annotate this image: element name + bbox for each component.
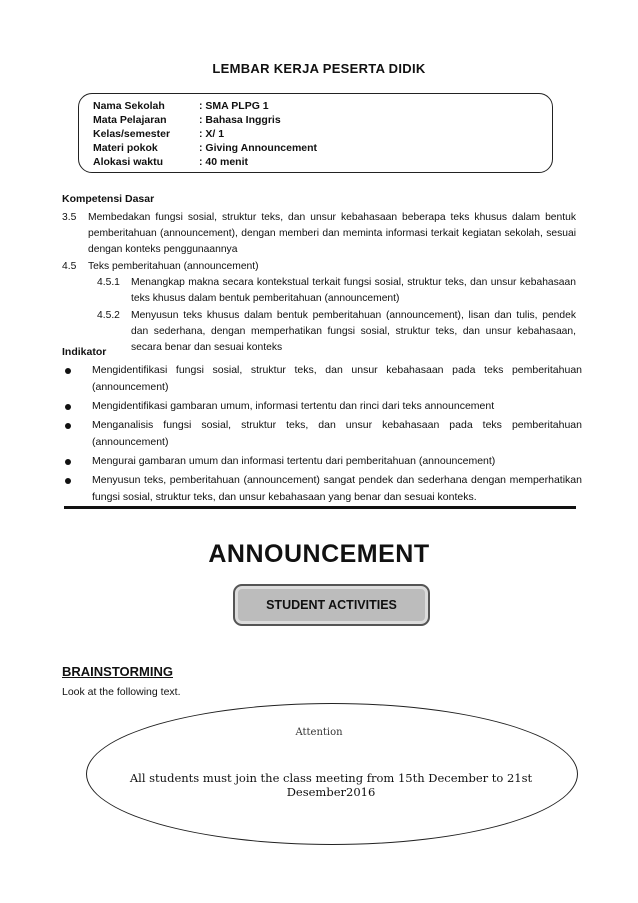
list-item (62, 362, 582, 396)
indikator-text: Mengurai gambaran umum dan informasi tertentu dari pemberitahuan (announcement) (92, 455, 496, 467)
kd-number: 4.5 (62, 261, 77, 272)
brainstorming-heading: BRAINSTORMING (62, 664, 173, 679)
info-label: Alokasi waktu (93, 156, 164, 168)
info-value: : Bahasa Inggris (199, 114, 281, 126)
info-label: Materi pokok (93, 142, 158, 154)
announcement-text: All students must join the class meeting from 15th December to 21st Desember2016 (129, 771, 533, 799)
info-label: Nama Sekolah (93, 100, 165, 112)
section-title: ANNOUNCEMENT (208, 540, 430, 568)
student-activities-label: STUDENT ACTIVITIES (266, 598, 397, 612)
document-title: LEMBAR KERJA PESERTA DIDIK (212, 61, 426, 76)
kd-4-5 (62, 259, 576, 275)
kompetensi-heading: Kompetensi Dasar (62, 193, 155, 205)
section-divider (64, 506, 576, 509)
bullet-icon (65, 478, 71, 484)
kd-4-5-1 (97, 275, 576, 307)
attention-label: Attention (295, 727, 343, 738)
kd-text: Menyusun teks khusus dalam bentuk pemberitahuan (announcement), lisan dan tulis, pendek dan sederhana, dengan memperhatikan fungsi sosial, struktur teks, dan unsur kebahasaan, secara benar dan sesuai konteks (131, 310, 576, 353)
indikator-text: Menyusun teks, pemberitahuan (announcement) sangat pendek dan sederhana dengan memperhatikan fungsi sosial, struktur teks, dan unsur kebahasaan yang benar dan sesuai konteks. (92, 474, 582, 503)
kd-text: Teks pemberitahuan (announcement) (88, 261, 259, 272)
list-item (62, 453, 582, 470)
info-value: : Giving Announcement (199, 142, 318, 154)
bullet-icon (65, 404, 71, 410)
bullet-icon (65, 368, 71, 374)
indikator-list (62, 362, 582, 508)
info-value: : X/ 1 (199, 128, 225, 140)
info-value: : SMA PLPG 1 (199, 100, 269, 112)
indikator-text: Mengidentifikasi fungsi sosial, struktur teks, dan unsur kebahasaan pada teks pemberitahuan (announcement) (92, 364, 582, 393)
kd-4-5-2 (97, 308, 576, 356)
kd-text: Membedakan fungsi sosial, struktur teks, dan unsur kebahasaan beberapa teks khusus dalam bentuk pemberitahuan (announcement), dengan memberi dan meminta informasi terkait kegiatan sekolah, sesuai dengan konteks penggunaannya (88, 212, 576, 255)
kd-number: 4.5.2 (97, 310, 120, 321)
indikator-text: Menganalisis fungsi sosial, struktur teks, dan unsur kebahasaan pada teks pemberitahuan (announcement) (92, 419, 582, 448)
list-item (62, 417, 582, 451)
list-item (62, 472, 582, 506)
kd-number: 3.5 (62, 212, 77, 223)
indikator-text: Mengidentifikasi gambaran umum, informasi tertentu dan rinci dari teks announcement (92, 400, 495, 412)
indikator-heading: Indikator (62, 346, 107, 358)
info-label: Mata Pelajaran (93, 114, 167, 126)
bullet-icon (65, 459, 71, 465)
brainstorming-instruction: Look at the following text. (62, 686, 181, 698)
school-info-box (78, 93, 553, 173)
kd-text: Menangkap makna secara kontekstual terkait fungsi sosial, struktur teks, dan unsur kebahasaan teks khusus dalam bentuk pemberitahuan (announcement) (131, 277, 576, 304)
bullet-icon (65, 423, 71, 429)
kd-3-5 (62, 210, 576, 258)
kd-number: 4.5.1 (97, 277, 120, 288)
info-label: Kelas/semester (93, 128, 171, 140)
info-value: : 40 menit (199, 156, 249, 168)
list-item (62, 398, 582, 415)
student-activities-button[interactable] (233, 584, 430, 626)
